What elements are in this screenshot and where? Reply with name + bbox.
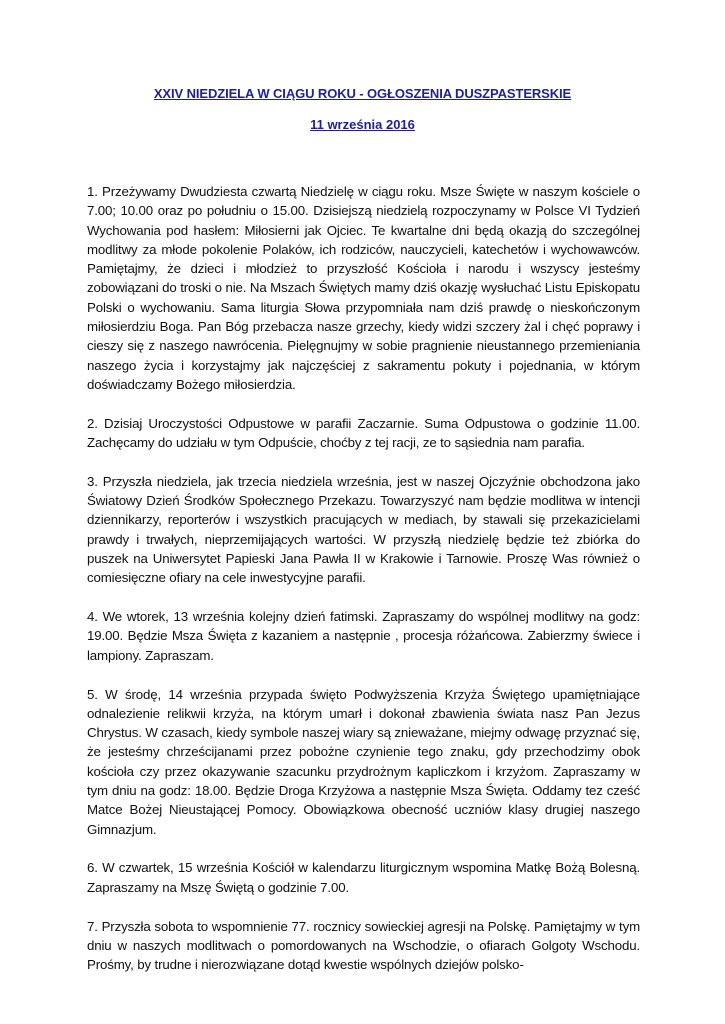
announcement-1: 1. Przeżywamy Dwudziesta czwartą Niedzielę w ciągu roku. Msze Święte w naszym kościele o 7.00; 10.00 oraz po południu o 15.00. Dzisiejszą niedzielą rozpoczynamy w Polsce VI Tydzień Wychowania pod hasłem: Miłosierni jak Ojciec. Te kwartalne dni będą okazją do szczególnej modlitwy za młode pokolenie Polaków, ich rodziców, nauczycieli, katechetów i wychowawców. Pamiętajmy, że dzieci i młodzież to przyszłość Kościoła i narodu i wszyscy jesteśmy zobowiązani do troski o nie. Na Mszach Świętych mamy dziś okazję wysłuchać Listu Episkopatu Polski o wychowaniu. Sama liturgia Słowa przypomniała nam dziś prawdę o nieskończonym miłosierdziu Boga. Pan Bóg przebacza nasze grzechy, kiedy widzi szczery żal i chęć poprawy i cieszy się z naszego nawrócenia. Pielęgnujmy w sobie pragnienie nieustannego przemieniania naszego życia i korzystajmy jak najczęściej z sakramentu pokuty i pojednania, w którym doświadczamy Bożego miłosierdzia. — [87, 184, 640, 392]
announcement-4: 4. We wtorek, 13 września kolejny dzień fatimski. Zapraszamy do wspólnej modlitwy na godz: 19.00. Będzie Msza Święta z kazaniem a następnie , procesja różańcowa. Zabierzmy świece i lampiony. Zapraszam. — [87, 609, 640, 663]
announcement-3: 3. Przyszła niedziela, jak trzecia niedziela września, jest w naszej Ojczyźnie obchodzona jako Światowy Dzień Środków Społecznego Przekazu. Towarzyszyć nam będzie modlitwa w intencji dziennikarzy, reporterów i wszystkich pracujących w mediach, by stawali się przekazicielami prawdy i trwałych, nieprzemijających wartości. W przyszłą niedzielę będzie też zbiórka do puszek na Uniwersytet Papieski Jana Pawła II w Krakowie i Tarnowie. Proszę Was również o comiesięczne ofiary na cele inwestycyjne parafii. — [87, 473, 640, 586]
announcement-7: 7. Przyszła sobota to wspomnienie 77. rocznicy sowieckiej agresji na Polskę. Pamiętajmy w tym dniu w naszych modlitwach o pomordowanych na Wschodzie, o ofiarach Golgoty Wschodu. Prośmy, by trudne i nierozwiązane dotąd kwestie wspólnych dziejów polsko- — [87, 918, 640, 973]
document-title: XXIV NIEDZIELA W CIĄGU ROKU - OGŁOSZENIA DUSZPASTERSKIE — [153, 86, 572, 101]
announcement-6: 6. W czwartek, 15 września Kościół w kalendarzu liturgicznym wspomina Matkę Bożą Bolesną. Zapraszamy na Mszę Świętą o godzinie 7.00. — [87, 860, 640, 895]
announcement-2: 2. Dzisiaj Uroczystości Odpustowe w parafii Zaczarnie. Suma Odpustowa o godzinie 11.00. Zachęcamy do udziału w tym Odpuście, choćby z tej racji, ze to sąsiednia nam parafia. — [87, 415, 640, 451]
announcement-5: 5. W środę, 14 września przypada święto Podwyższenia Krzyża Świętego upamiętniające odnalezienie relikwii krzyża, na którym umarł i dokonał zbawienia świata nasz Pan Jezus Chrystus. W czasach, kiedy symbole naszej wiary są znieważane, miejmy odwagę przyznać się, że jesteśmy chrześcijanami przez pobożne czynienie tego znaku, gdy przechodzimy obok kościoła czy przez okazywanie szacunku przydrożnym kapliczkom i krzyżom. Zapraszamy w tym dniu na godz: 18.00. Będzie Droga Krzyżowa a następnie Msza Święta. Oddamy tez cześć Matce Bożej Nieustającej Pomocy. Obowiązkowa obecność uczniów klasy drugiej naszego Gimnazjum. — [87, 686, 640, 837]
announcements-body — [87, 182, 640, 975]
document-date: 11 września 2016 — [310, 117, 415, 132]
